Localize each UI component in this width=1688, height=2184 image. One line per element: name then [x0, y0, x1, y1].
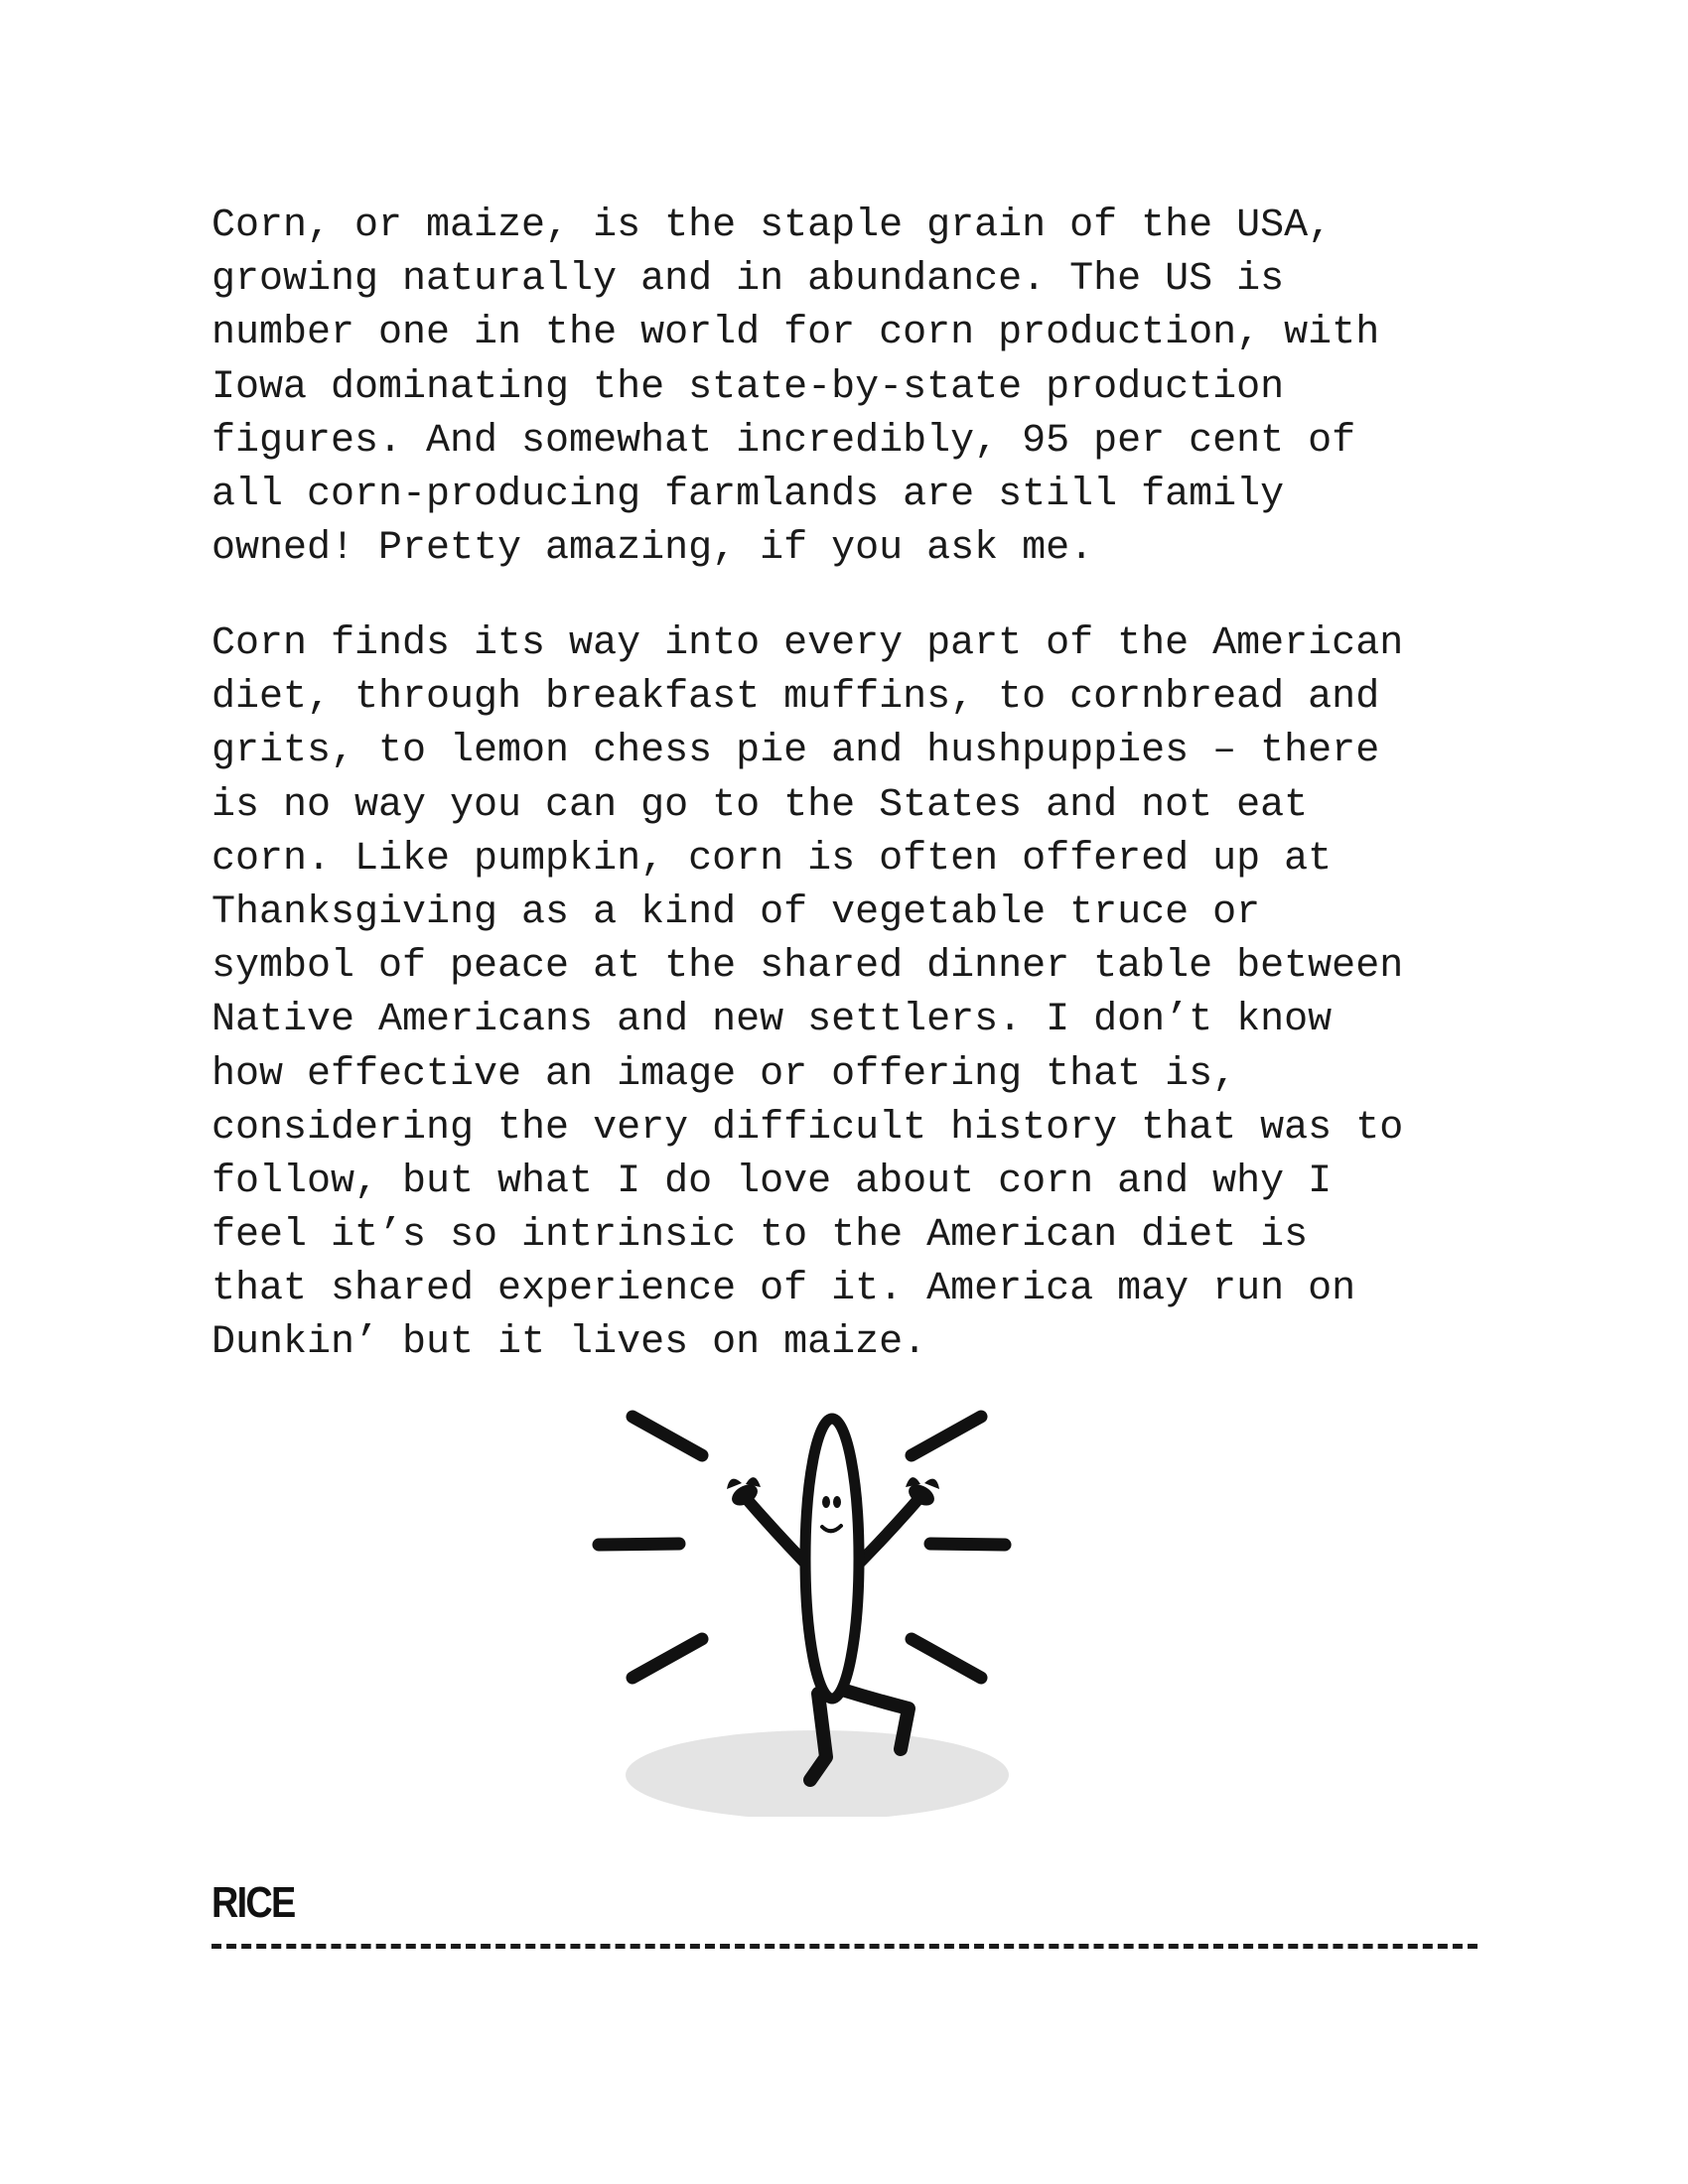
text-line: that shared experience of it. America may run on [211, 1267, 1356, 1312]
paragraph-corn-intro [211, 200, 1502, 576]
text-line: grits, to lemon chess pie and hushpuppies – there [211, 729, 1380, 774]
text-line: follow, but what I do love about corn and why I [211, 1159, 1333, 1204]
text-line: Corn, or maize, is the staple grain of the USA, [211, 204, 1333, 248]
text-line: symbol of peace at the shared dinner table between [211, 944, 1404, 990]
text-line: Corn finds its way into every part of the American [211, 621, 1404, 666]
text-line: how effective an image or offering that is, [211, 1051, 1237, 1097]
corn-body [805, 1419, 859, 1699]
text-line: considering the very difficult history that was to [211, 1105, 1404, 1151]
section-divider [211, 1944, 1477, 1949]
dancing-corn-icon [576, 1400, 1112, 1817]
text-line: growing naturally and in abundance. The US is [211, 257, 1285, 303]
text-line: number one in the world for corn production, with [211, 311, 1380, 356]
paragraph-corn-diet [211, 617, 1502, 1371]
dancing-corn-illustration [576, 1400, 1112, 1817]
text-line: feel it’s so intrinsic to the American diet is [211, 1213, 1309, 1259]
text-line: corn. Like pumpkin, corn is often offered up at [211, 836, 1333, 882]
text-line: all corn-producing farmlands are still family [211, 472, 1285, 517]
text-line: Iowa dominating the state-by-state production [211, 364, 1285, 410]
text-line: Native Americans and new settlers. I don’t know [211, 998, 1333, 1043]
section-heading-rice: RICE [211, 1878, 295, 1927]
text-line: owned! Pretty amazing, if you ask me. [211, 526, 1094, 572]
text-line: is no way you can go to the States and not eat [211, 782, 1309, 828]
text-line: figures. And somewhat incredibly, 95 per cent of [211, 418, 1356, 464]
text-line: Dunkin’ but it lives on maize. [211, 1320, 927, 1366]
text-line: Thanksgiving as a kind of vegetable truce or [211, 889, 1261, 935]
text-line: diet, through breakfast muffins, to cornbread and [211, 675, 1380, 721]
